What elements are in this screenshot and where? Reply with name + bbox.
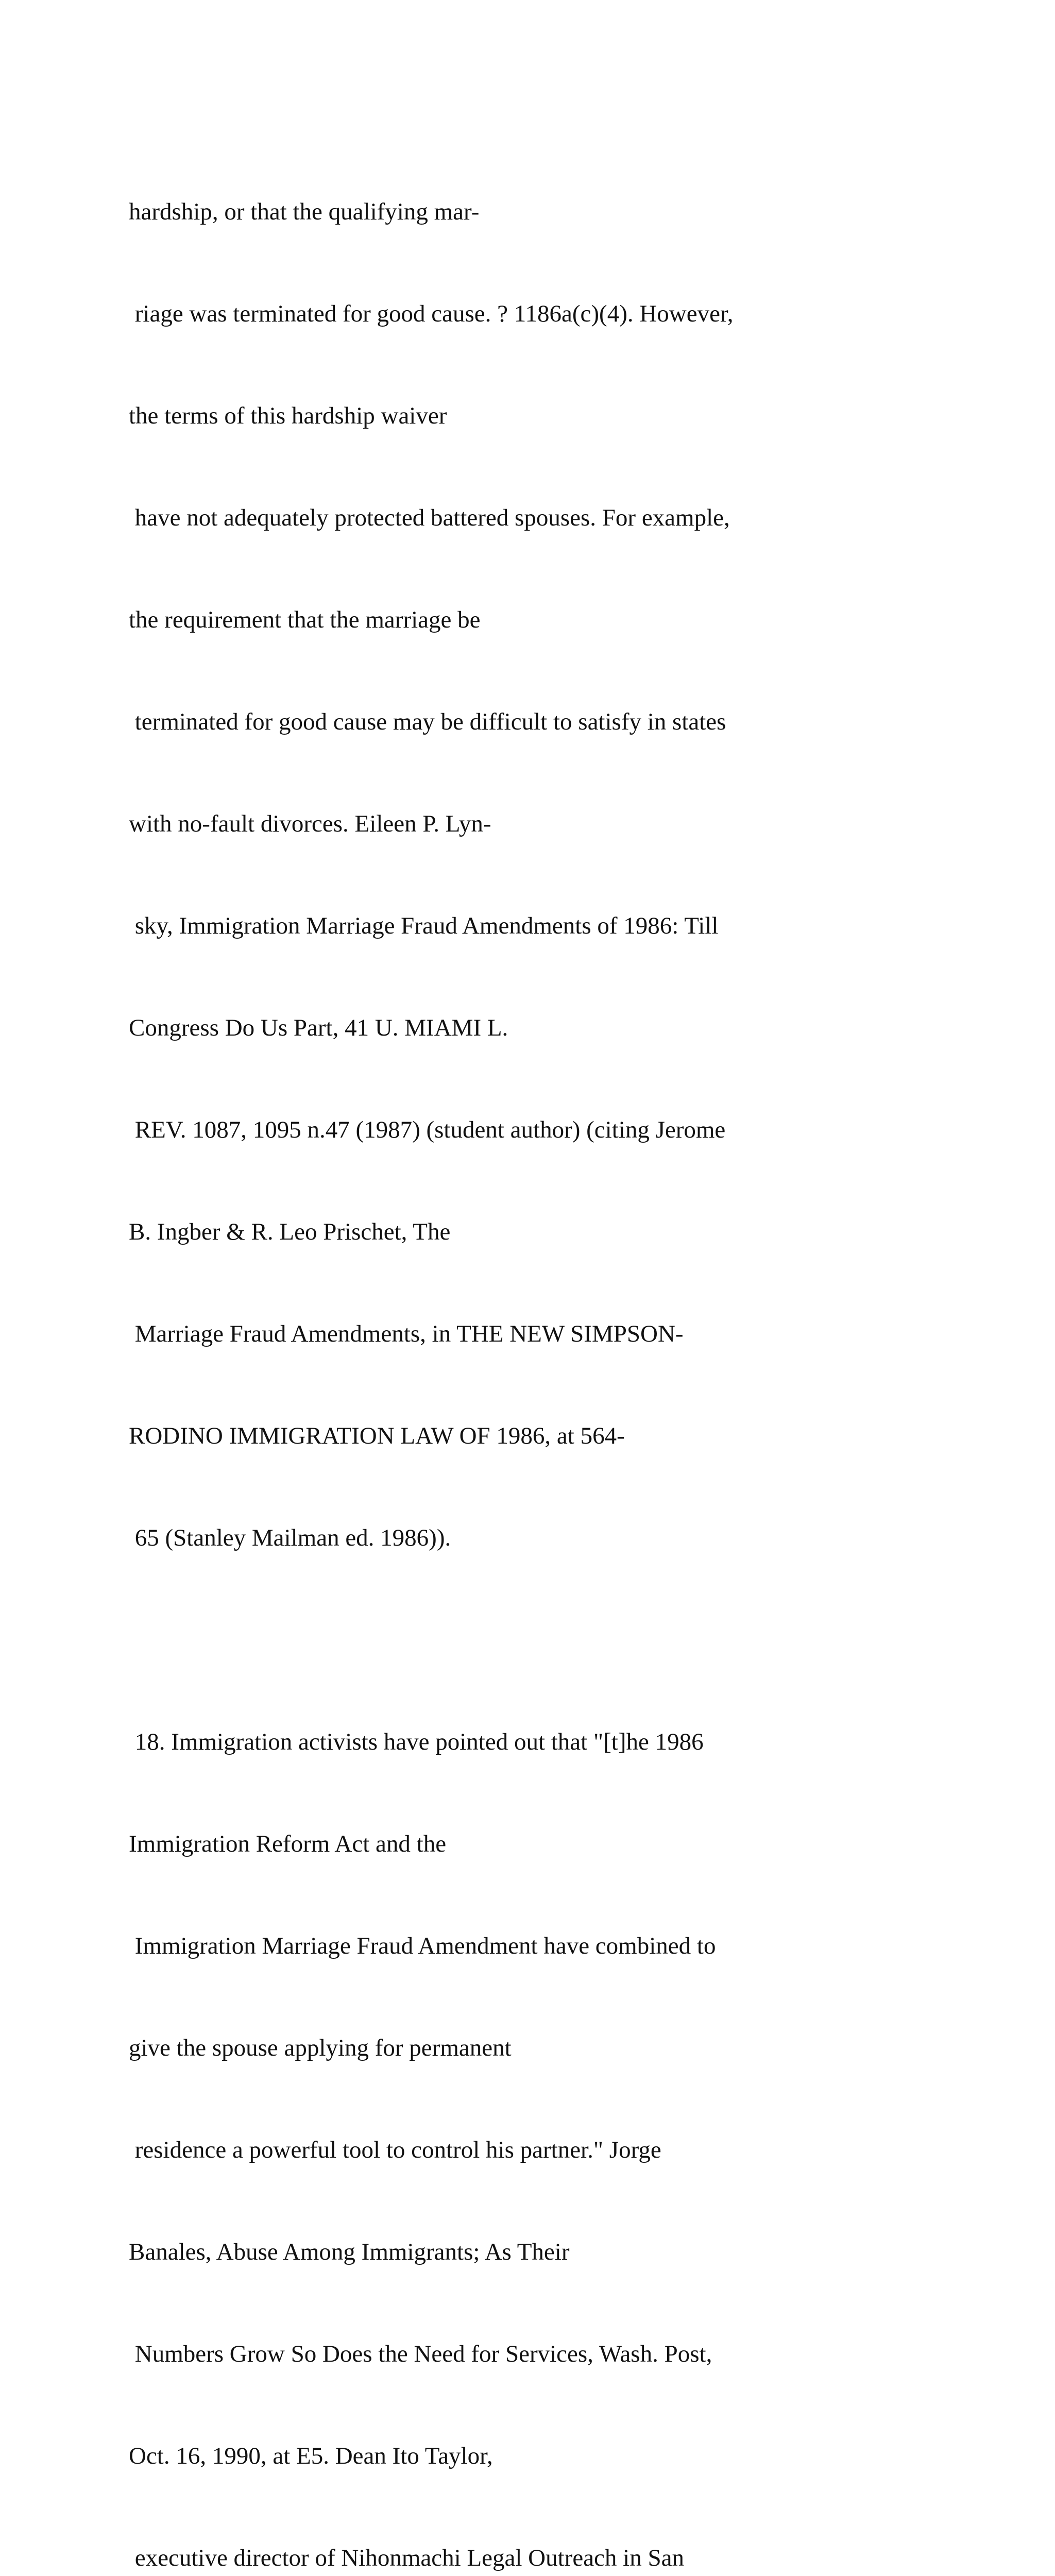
text-line: hardship, or that the qualifying mar- xyxy=(129,198,480,225)
text-line: RODINO IMMIGRATION LAW OF 1986, at 564- xyxy=(129,1422,625,1449)
text-line: Immigration Reform Act and the xyxy=(129,1831,447,1857)
text-line: 65 (Stanley Mailman ed. 1986)). xyxy=(129,1524,451,1551)
text-line: sky, Immigration Marriage Fraud Amendments of 1986: Till xyxy=(129,912,719,939)
text-line: Marriage Fraud Amendments, in THE NEW SIMPSON- xyxy=(129,1320,684,1347)
text-line: Oct. 16, 1990, at E5. Dean Ito Taylor, xyxy=(129,2443,493,2469)
text-line: Banales, Abuse Among Immigrants; As Their xyxy=(129,2239,570,2265)
text-line: B. Ingber & R. Leo Prischet, The xyxy=(129,1218,451,1245)
text-line: riage was terminated for good cause. ? 1186a(c)(4). However, xyxy=(129,300,734,327)
text-line: Numbers Grow So Does the Need for Services, Wash. Post, xyxy=(129,2341,712,2367)
text-line: residence a powerful tool to control his partner." Jorge xyxy=(129,2137,661,2163)
text-line: 18. Immigration activists have pointed out that "[t]he 1986 xyxy=(129,1728,704,1755)
text-line: Immigration Marriage Fraud Amendment have combined to xyxy=(129,1933,716,1959)
text-line: the requirement that the marriage be xyxy=(129,606,481,633)
text-line: with no-fault divorces. Eileen P. Lyn- xyxy=(129,810,491,837)
text-line: executive director of Nihonmachi Legal Outreach in San xyxy=(129,2545,684,2571)
text-line: Congress Do Us Part, 41 U. MIAMI L. xyxy=(129,1014,508,1041)
text-line: the terms of this hardship waiver xyxy=(129,402,447,429)
text-line: REV. 1087, 1095 n.47 (1987) (student author) (citing Jerome xyxy=(129,1116,726,1143)
text-line: terminated for good cause may be difficult to satisfy in states xyxy=(129,708,726,735)
text-line: have not adequately protected battered spouses. For example, xyxy=(129,504,730,531)
paragraph-break xyxy=(129,1623,1046,1657)
text-line: give the spouse applying for permanent xyxy=(129,2035,512,2061)
document-text xyxy=(129,127,1046,2576)
